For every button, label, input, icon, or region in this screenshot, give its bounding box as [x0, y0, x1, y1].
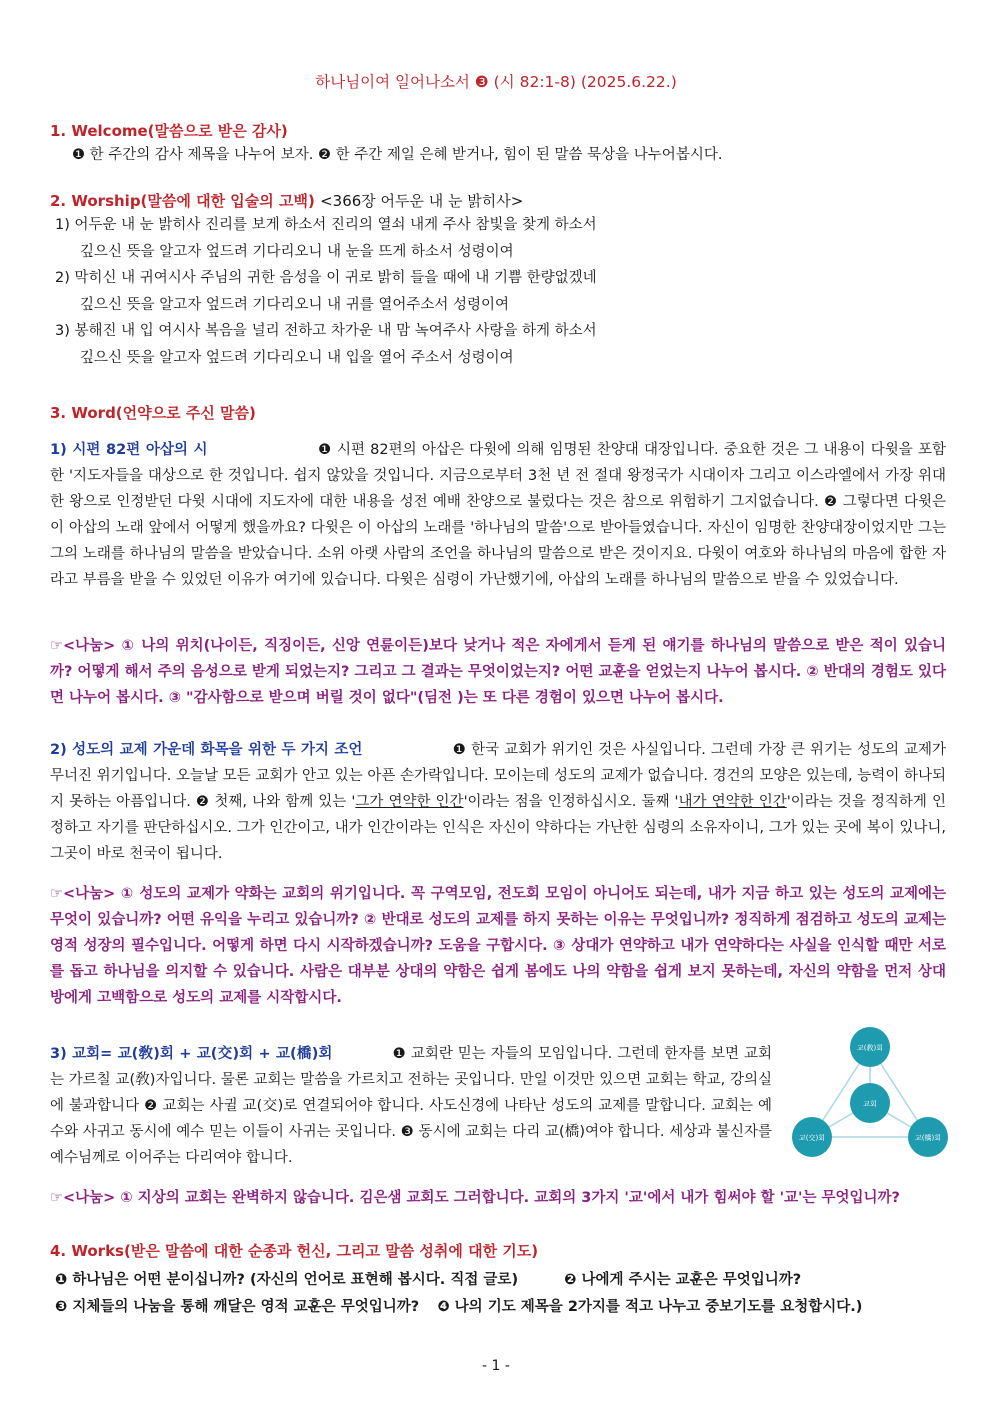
diagram-label-top: 교(敎)회 [857, 1044, 883, 1052]
paragraph-body: ❶ 한국 교회가 위기인 것은 사실입니다. 그런데 가장 큰 위기는 성도의 교제가 무너진 위기입니다. 오늘날 모든 교회가 안고 있는 아픈 손가락입니다. 모이는데 성도의 교제가 없습니다. 경건의 모양은 있는데, 능력이 하나되지 못하는 아픔입니다. ❷ 첫째, 나와 함께 있는 ' [50, 742, 946, 810]
underlined-phrase: 그가 연약한 인간 [355, 794, 464, 810]
paragraph-body: ❶ 교회란 믿는 자들의 모임입니다. 그런데 한자를 보면 교회는 가르칠 교(敎)자입니다. 물론 교회는 말씀을 가르치고 전하는 곳입니다. 만일 이것만 있으면 교회는 학교, 강의실에 불과합니다 ❷ 교회는 사귈 교(交)로 연결되어야 합니다. 사도신경에 나타난 성도의 교제를 말합니다. 교회는 예수와 사귀고 동시에 예수 믿는 이들이 사귀는 곳입니다. ❸ 동시에 교회는 다리 교(橋)여야 합니다. 세상과 불신자를 예수님께로 이어주는 다리여야 합니다. [50, 1046, 772, 1166]
paragraph-body: '이라는 점을 인정하십시오. 둘째 ' [463, 794, 679, 810]
works-row-1 [55, 1268, 801, 1289]
works-question: ❶ 하나님은 어떤 분이십니까? (자신의 언어로 표현해 봅시다. 직접 글로) [55, 1272, 519, 1288]
word-heading: 3. Word(언약으로 주신 말씀) [50, 404, 256, 422]
hymn-line: 깊으신 뜻을 알고자 엎드려 기다리오니 내 눈을 뜨게 하소서 성령이여 [80, 244, 514, 260]
page-title: 하나님이여 일어나소서 ❸ (시 82:1-8) (2025.6.22.) [315, 73, 677, 91]
subheading-church: 3) 교회= 교(敎)회 + 교(交)회 + 교(橋)회 [50, 1046, 333, 1062]
page-number: - 1 - [482, 1358, 510, 1374]
hymn-line: 깊으신 뜻을 알고자 엎드려 기다리오니 내 귀를 열어주소서 성령이여 [80, 297, 510, 313]
hymn-title: <366장 어두운 내 눈 밝히사> [320, 192, 524, 210]
worship-heading [50, 190, 523, 211]
share-questions-3: ☞<나눔> ① 지상의 교회는 완벽하지 않습니다. 김은샘 교회도 그러합니다. 교회의 3가지 '교'에서 내가 힘써야 할 '교'는 무엇입니까? [50, 1190, 900, 1206]
works-question: ❷ 나에게 주시는 교훈은 무엇입니까? [564, 1272, 802, 1288]
paragraph-body: ❶ 시편 82편의 아삽은 다윗에 의해 임명된 찬양대 대장입니다. 중요한 것은 그 내용이 다윗을 포함한 '지도자들을 대상으로 한 것입니다. 쉽지 않았을 것입니다. 지금으로부터 3천 년 전 절대 왕정국가 시대이자 그리고 이스라엘에서 가장 위대한 왕으로 인정받던 다윗 시대에 지도자에 대한 내용을 성전 예배 찬양으로 불렀다는 것은 참으로 위험하기 그지없습니다. ❷ 그렇다면 다윗은 이 아삽의 노래 앞에서 어떻게 했을까요? 다윗은 이 아삽의 노래를 '하나님의 말씀'으로 받아들였습니다. 자신이 임명한 찬양대장이었지만 그는 그의 노래를 하나님의 말씀을 받았습니다. 소위 아랫 사람의 조언을 하나님의 말씀으로 받은 것이지요. 다윗이 여호와 하나님의 마음에 합한 자라고 부름을 받을 수 있었던 이유가 여기에 있습니다. 다윗은 심령이 가난했기에, 아삽의 노래를 하나님의 말씀으로 받을 수 있었습니다. [50, 442, 947, 588]
word-paragraph-2 [50, 737, 946, 867]
subheading-psalm82: 1) 시편 82편 아삽의 시 [50, 442, 208, 458]
hymn-line: 1) 어두운 내 눈 밝히사 진리를 보게 하소서 진리의 열쇠 내게 주사 참빛을 찾게 하소서 [55, 217, 597, 233]
subheading-fellowship: 2) 성도의 교제 가운데 화목을 위한 두 가지 조언 [50, 742, 363, 758]
share-questions-2: ☞<나눔> ① 성도의 교제가 약화는 교회의 위기입니다. 꼭 구역모임, 전도회 모임이 아니어도 되는데, 내가 지금 하고 있는 성도의 교제에는 무엇이 있습니까? 어떤 유익을 누리고 있습니까? ② 반대로 성도의 교제를 하지 못하는 이유는 무엇입니까? 정직하게 점검하고 성도의 교제는 영적 성장의 필수입니다. 어떻게 하면 다시 시작하겠습니까? 도움을 구합시다. ③ 상대가 연약하고 내가 연약하다는 사실을 인식할 때만 서로를 돕고 하나님을 의지할 수 있습니다. 사람은 대부분 상대의 약함은 쉽게 봄에도 나의 약함을 쉽게 보지 못하는데, 자신의 약함을 먼저 상대방에게 고백함으로 성도의 교제를 시작합시다. [50, 886, 946, 1006]
hymn-line: 2) 막히신 내 귀여시사 주님의 귀한 음성을 이 귀로 밝히 들을 때에 내 기쁨 한량없겠네 [55, 270, 597, 286]
works-question: ❹ 나의 기도 제목을 2가지를 적고 나누고 중보기도를 요청합시다.) [437, 1299, 863, 1315]
works-question: ❸ 지체들의 나눔을 통해 깨달은 영적 교훈은 무엇입니까? [55, 1299, 420, 1315]
welcome-text: ❶ 한 주간의 감사 제목을 나누어 보자. ❷ 한 주간 제일 은혜 받거나, 힘이 된 말씀 묵상을 나누어봅시다. [72, 147, 723, 163]
hymn-line: 3) 봉해진 내 입 여시사 복음을 널리 전하고 차가운 내 맘 녹여주사 사랑을 하게 하소서 [55, 323, 597, 339]
word-paragraph-1 [50, 437, 946, 593]
paragraph-body: '이라는 것을 정직하게 인정하고 자기를 판단하십시오. 그가 인간이고, 내가 인간이라는 인식은 자신이 약하다는 가난한 심령의 소유자이니, 그가 있는 곳에 복이 있나니, 그곳이 바로 천국이 됩니다. [50, 794, 947, 862]
church-diagram [790, 1025, 950, 1165]
underlined-phrase: 내가 연약한 인간 [678, 794, 787, 810]
diagram-label-center: 교회 [863, 1100, 877, 1108]
welcome-heading: 1. Welcome(말씀으로 받은 감사) [50, 122, 288, 140]
hymn-line: 깊으신 뜻을 알고자 엎드려 기다리오니 내 입을 열어 주소서 성령이여 [80, 350, 514, 366]
worship-title: 2. Worship(말씀에 대한 입술의 고백) [50, 192, 315, 210]
diagram-label-right: 교(橋)회 [915, 1134, 941, 1142]
works-heading: 4. Works(받은 말씀에 대한 순종과 헌신, 그리고 말씀 성취에 대한 기도) [50, 1242, 539, 1260]
share-questions-1: ☞<나눔> ① 나의 위치(나이든, 직징이든, 신앙 연륜이든)보다 낮거나 적은 자에게서 듣게 된 얘기를 하나님의 말씀으로 받은 적이 있습니까? 어떻게 해서 주의 음성으로 받게 되었는지? 그리고 그 결과는 무엇이었는지? 어떤 교훈을 얻었는지 나누어 봅시다. ② 반대의 경험도 있다면 나누어 봅시다. ③ "감사함으로 받으며 버릴 것이 없다"(딤전 )는 또 다른 경험이 있으면 나누어 봅시다. [50, 638, 946, 706]
works-row-2 [55, 1295, 862, 1316]
diagram-label-left: 교(交)회 [799, 1134, 825, 1142]
word-paragraph-3 [50, 1041, 772, 1171]
